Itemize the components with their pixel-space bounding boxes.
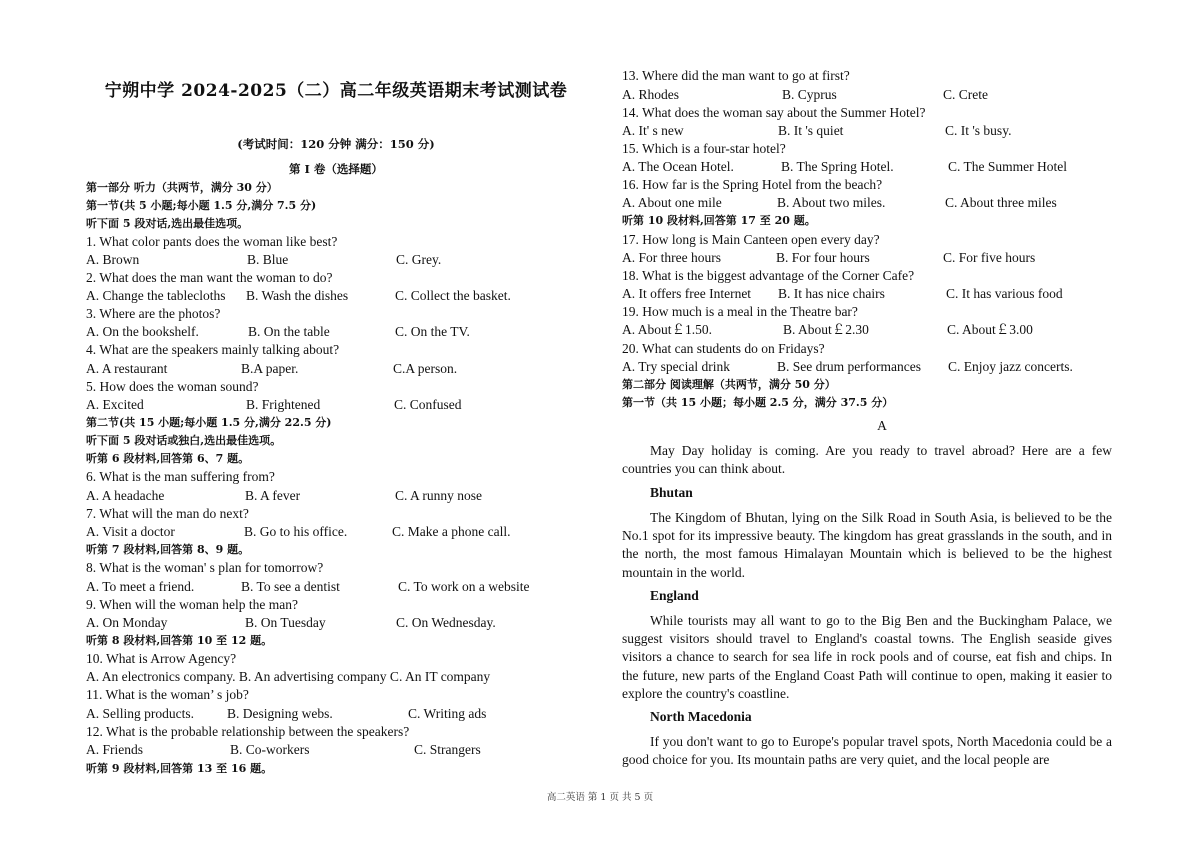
option-b: B. About￡2.30 <box>783 322 869 337</box>
option-b: B. To see a dentist <box>241 579 340 594</box>
option-a: A. Excited <box>86 397 144 412</box>
option-a: A. About￡1.50. <box>622 322 713 337</box>
question-20: 20. What can students do on Fridays? <box>622 341 825 356</box>
option-c: C. Enjoy jazz concerts. <box>948 359 1073 374</box>
material-10-label: 听第 10 段材料,回答第 17 至 20 题。 <box>622 214 816 227</box>
section1-title: 第一节(共 5 小题;每小题 1.5 分,满分 7.5 分) <box>86 199 317 212</box>
question-10: 10. What is Arrow Agency? <box>86 651 237 666</box>
option-c: C. About three miles <box>945 195 1057 210</box>
option-b: B. On the table <box>248 324 330 339</box>
options-5 <box>86 396 586 414</box>
option-c: C. On Wednesday. <box>396 615 496 630</box>
options-20 <box>622 358 1122 376</box>
option-b: B. It 's quiet <box>778 123 844 138</box>
question-9: 9. When will the woman help the man? <box>86 597 298 612</box>
option-a: A. About one mile <box>622 195 722 210</box>
option-c: C. Strangers <box>414 742 481 757</box>
options-18 <box>622 285 1122 303</box>
option-b: B. It has nice chairs <box>778 286 885 301</box>
option-c: C. Make a phone call. <box>392 524 511 539</box>
option-b: B. Cyprus <box>782 87 837 102</box>
options-3 <box>86 323 586 341</box>
section2-title: 第二节(共 15 小题;每小题 1.5 分,满分 22.5 分) <box>86 416 332 429</box>
option-b: B. Co-workers <box>230 742 310 757</box>
options-11 <box>86 705 586 723</box>
question-5: 5. How does the woman sound? <box>86 379 259 394</box>
option-c: C. A runny nose <box>395 488 483 503</box>
exam-title: 宁朔中学 2024-2025（二）高二年级英语期末考试测试卷 <box>104 81 568 101</box>
option-c: C. Crete <box>943 87 988 102</box>
passage-label: A <box>877 418 887 433</box>
option-a: A. A headache <box>86 488 165 503</box>
option-c: C. Confused <box>394 397 462 412</box>
material-9-label: 听第 9 段材料,回答第 13 至 16 题。 <box>86 762 273 775</box>
option-c: C. It 's busy. <box>945 123 1012 138</box>
question-7: 7. What will the man do next? <box>86 506 249 521</box>
question-16: 16. How far is the Spring Hotel from the beach? <box>622 177 883 192</box>
option-b: B. The Spring Hotel. <box>781 159 894 174</box>
heading-england: England <box>650 588 699 603</box>
option-c: C. It has various food <box>946 286 1063 301</box>
option-c: C. The Summer Hotel <box>948 159 1067 174</box>
option-b: B. Go to his office. <box>244 524 348 539</box>
option-c: C. To work on a website <box>398 579 530 594</box>
option-a: A. A restaurant <box>86 361 168 376</box>
part2-section1-title: 第一节（共 15 小题；每小题 2.5 分，满分 37.5 分） <box>622 396 894 409</box>
option-a: A. Visit a doctor <box>86 524 175 539</box>
paragraph-bhutan: The Kingdom of Bhutan, lying on the Silk Road in South Asia, is believed to be the No.1 spot for its impressive beauty. The kingdom has great grasslands in the south, and in the north, the most famous Himalayan Mountain which is believed to be the highest mountain in the world. <box>622 510 1112 580</box>
heading-north-macedonia: North Macedonia <box>650 709 752 724</box>
option-a: A. Rhodes <box>622 87 679 102</box>
question-19: 19. How much is a meal in the Theatre bar? <box>622 304 858 319</box>
option-a: A. Try special drink <box>622 359 730 374</box>
options-19 <box>622 321 1122 339</box>
heading-bhutan: Bhutan <box>650 485 693 500</box>
options-17 <box>622 249 1122 267</box>
question-12: 12. What is the probable relationship between the speakers? <box>86 724 410 739</box>
question-17: 17. How long is Main Canteen open every day? <box>622 232 880 247</box>
options-15 <box>622 158 1122 176</box>
paragraph-england: While tourists may all want to go to the Big Ben and the Buckingham Palace, we suggest visitors should travel to England's coastal towns. The English seaside gives visitors a chance to search for sea life in rock pools and of course, eat fish and chips. In the future, new parts of the England Coast Path will continue to open, making it easier to explore the country's coastline. <box>622 613 1112 701</box>
question-13: 13. Where did the man want to go at first? <box>622 68 850 83</box>
option-b: B. Frightened <box>246 397 321 412</box>
question-4: 4. What are the speakers mainly talking about? <box>86 342 340 357</box>
options-9 <box>86 614 586 632</box>
option-c: C.A person. <box>393 361 458 376</box>
option-c: C. Grey. <box>396 252 442 267</box>
question-15: 15. Which is a four-star hotel? <box>622 141 786 156</box>
option-a: A. Friends <box>86 742 143 757</box>
option-a: A. Brown <box>86 252 140 267</box>
paragraph-north-macedonia: If you don't want to go to Europe's popular travel spots, North Macedonia could be a good choice for you. Its mountain paths are very quiet, and the local people are <box>622 734 1112 768</box>
option-a: A. It' s new <box>622 123 684 138</box>
options-2 <box>86 287 586 305</box>
volume-heading: 第 I 卷（选择题） <box>289 162 383 176</box>
option-a: A. Change the tablecloths <box>86 288 226 303</box>
material-8-label: 听第 8 段材料,回答第 10 至 12 题。 <box>86 634 273 647</box>
question-18: 18. What is the biggest advantage of the Corner Cafe? <box>622 268 915 283</box>
option-c: C. Writing ads <box>408 706 487 721</box>
option-b: B. Blue <box>247 252 289 267</box>
material-7-label: 听第 7 段材料,回答第 8、9 题。 <box>86 543 250 556</box>
options-13 <box>622 86 1122 104</box>
question-1: 1. What color pants does the woman like best? <box>86 234 338 249</box>
options-12 <box>86 741 586 759</box>
exam-info: (考试时间：120 分钟 满分：150 分) <box>237 137 435 151</box>
part1-title: 第一部分 听力（共两节，满分 30 分） <box>86 181 278 194</box>
option-b: B. About two miles. <box>777 195 886 210</box>
question-8: 8. What is the woman' s plan for tomorrow? <box>86 560 324 575</box>
option-a: A. On Monday <box>86 615 168 630</box>
option-c: C. For five hours <box>943 250 1036 265</box>
options-7 <box>86 523 586 541</box>
option-a: A. On the bookshelf. <box>86 324 199 339</box>
material-6-label: 听第 6 段材料,回答第 6、7 题。 <box>86 452 250 465</box>
question-11: 11. What is the woman’ s job? <box>86 687 249 702</box>
question-3: 3. Where are the photos? <box>86 306 221 321</box>
option-b: B. On Tuesday <box>245 615 326 630</box>
page-footer: 高二英语 第 1 页 共 5 页 <box>546 792 654 803</box>
section2-instructions: 听下面 5 段对话或独白,选出最佳选项。 <box>86 434 282 447</box>
options-8 <box>86 578 586 596</box>
option-a: A. It offers free Internet <box>622 286 752 301</box>
option-a: A. To meet a friend. <box>86 579 195 594</box>
option-c: C. About￡3.00 <box>947 322 1033 337</box>
part2-title: 第二部分 阅读理解（共两节，满分 50 分） <box>622 378 836 391</box>
option-c: C. On the TV. <box>395 324 470 339</box>
options-16 <box>622 194 1122 212</box>
option-b: B. Designing webs. <box>227 706 333 721</box>
option-b: B.A paper. <box>241 361 299 376</box>
question-6: 6. What is the man suffering from? <box>86 469 275 484</box>
passage-intro: May Day holiday is coming. Are you ready to travel abroad? Here are a few countries you can think about. <box>622 443 1112 477</box>
options-6 <box>86 487 586 505</box>
option-b: B. Wash the dishes <box>246 288 349 303</box>
option-c: C. Collect the basket. <box>395 288 511 303</box>
option-b: B. For four hours <box>776 250 870 265</box>
option-a: A. Selling products. <box>86 706 194 721</box>
option-a: A. For three hours <box>622 250 721 265</box>
section1-instructions: 听下面 5 段对话,选出最佳选项。 <box>86 217 249 230</box>
option-a: A. The Ocean Hotel. <box>622 159 734 174</box>
question-2: 2. What does the man want the woman to do? <box>86 270 333 285</box>
option-b: B. A fever <box>245 488 301 503</box>
question-14: 14. What does the woman say about the Summer Hotel? <box>622 105 926 120</box>
options-1 <box>86 251 586 269</box>
options-14 <box>622 122 1122 140</box>
option-b: B. See drum performances <box>777 359 921 374</box>
options-10: A. An electronics company. B. An advertising company C. An IT company <box>86 669 491 684</box>
options-4 <box>86 360 586 378</box>
